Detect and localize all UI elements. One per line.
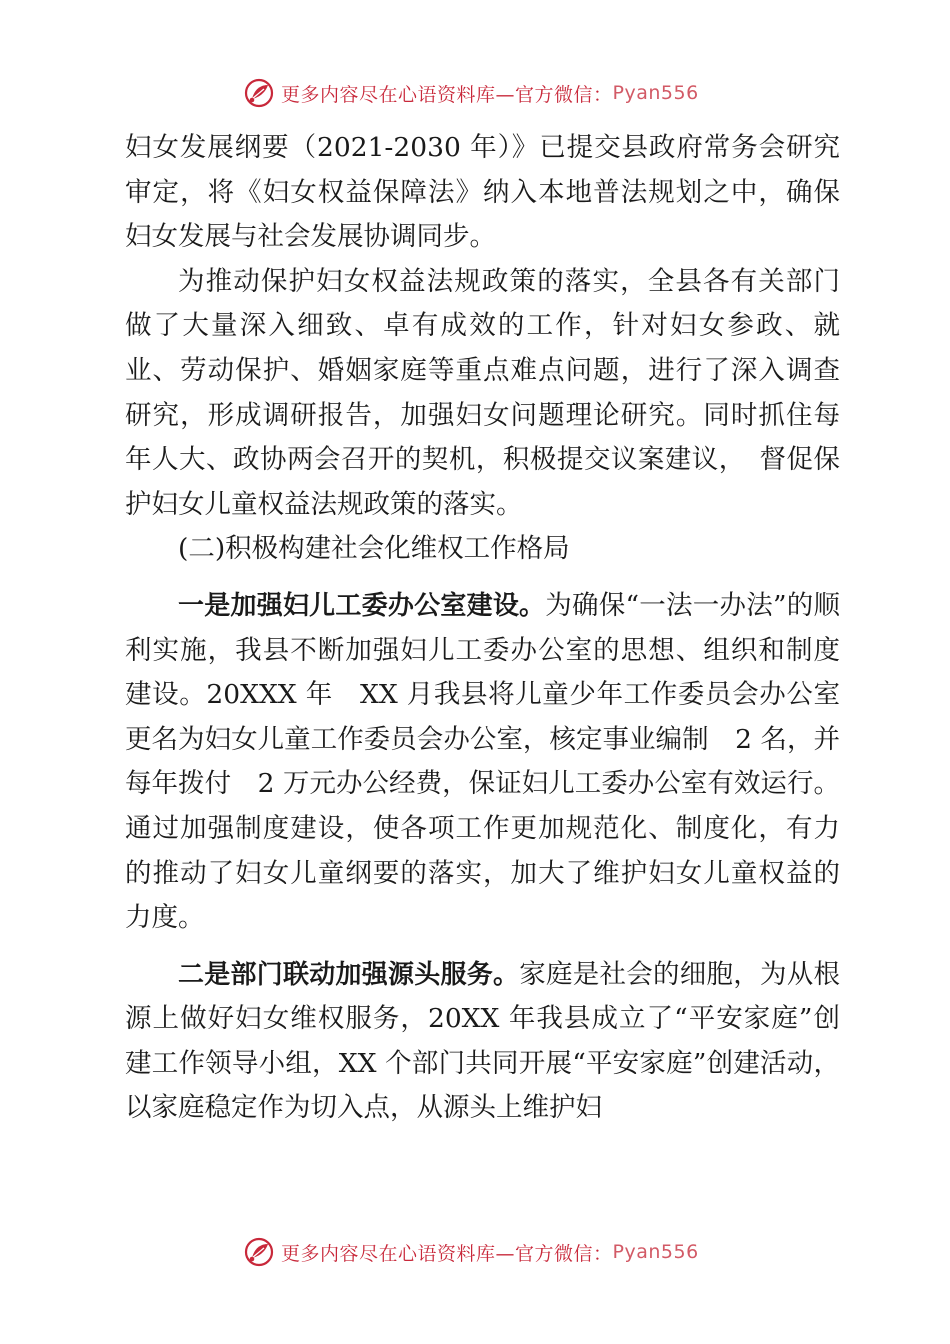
footer-watermark bbox=[243, 1235, 699, 1269]
paragraph-4 bbox=[125, 953, 840, 1131]
leaf-seal-icon bbox=[243, 1236, 275, 1268]
watermark-wechat-id: Pyan556 bbox=[612, 1241, 699, 1263]
leaf-seal-icon bbox=[243, 77, 275, 109]
paragraph-1: 妇女发展纲要（2021-2030 年）》已提交县政府常务会研究审定，将《妇女权益保障法》纳入本地普法规划之中，确保妇女发展与社会发展协调同步。 bbox=[125, 132, 840, 253]
paragraph-3-lead: 一是加强妇儿工委办公室建设。 bbox=[178, 590, 546, 621]
paragraph-4-lead: 二是部门联动加强源头服务。 bbox=[178, 959, 520, 990]
paragraph-3-body: 为确保“一法一办法”的顺利实施，我县不断加强妇儿工委办公室的思想、组织和制度建设。20XXX 年 XX 月我县将儿童少年工作委员会办公室更名为妇女儿童工作委员会办公室，核定事业编制 2 名，并每年拨付 2 万元办公经费，保证妇儿工委办公室有效运行。通过加强制度建设，使各项工作更加规范化、制度化，有力的推动了妇女儿童纲要的落实，加大了维护妇女儿童权益的力度。 bbox=[125, 589, 840, 934]
paragraph-3 bbox=[125, 584, 840, 941]
header-watermark bbox=[243, 76, 699, 110]
paragraph-4-body: 家庭是社会的细胞，为从根源上做好妇女维权服务，20XX 年我县成立了“平安家庭”创建工作领导小组，XX 个部门共同开展“平安家庭”创建活动，以家庭稳定作为切入点，从源头上维护妇 bbox=[125, 958, 840, 1124]
watermark-wechat-id: Pyan556 bbox=[612, 82, 699, 104]
paragraph-2: 为推动保护妇女权益法规政策的落实，全县各有关部门做了大量深入细致、卓有成效的工作，针对妇女参政、就业、劳动保护、婚姻家庭等重点难点问题，进行了深入调查研究，形成调研报告，加强妇女问题理论研究。同时抓住每年人大、政协两会召开的契机，积极提交议案建议， 督促保护妇女儿童权益法规政策的落实。 bbox=[125, 265, 840, 520]
watermark-text: 更多内容尽在心语资料库—官方微信： bbox=[281, 1242, 613, 1265]
document-body bbox=[125, 126, 840, 1131]
watermark-text: 更多内容尽在心语资料库—官方微信： bbox=[281, 83, 613, 106]
section-heading: (二)积极构建社会化维权工作格局 bbox=[178, 533, 570, 565]
